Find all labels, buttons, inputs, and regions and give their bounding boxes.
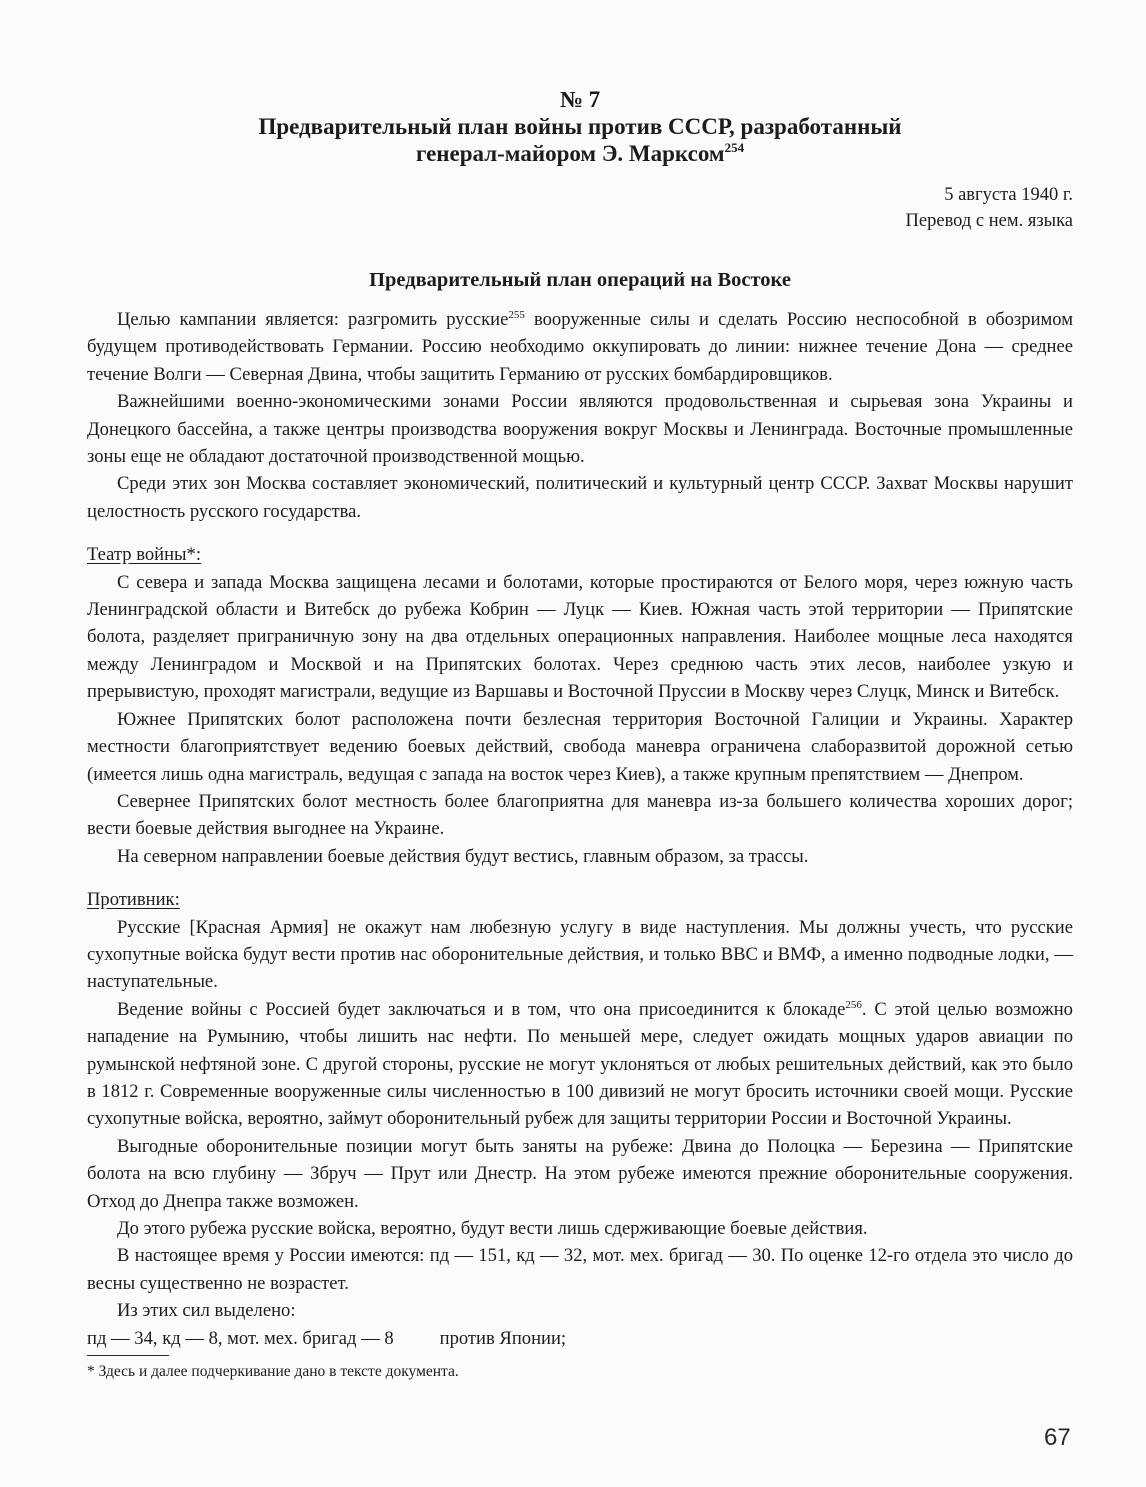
footnote-ref: 254 (724, 140, 745, 155)
document-title (87, 113, 1073, 167)
allocation-forces: пд — 34, кд — 8, мот. мех. бригад — 8 (87, 1327, 394, 1349)
document-title-line1: Предварительный план войны против СССР, разработанный (258, 114, 902, 139)
subheading-theatre-of-war: Театр войны*: (87, 544, 202, 566)
footnote: * Здесь и далее подчеркивание дано в тексте документа. (87, 1363, 459, 1380)
document-date: 5 августа 1940 г. (944, 185, 1073, 205)
document-body (87, 306, 1073, 1352)
force-allocation-line (87, 1325, 1073, 1352)
paragraph: Важнейшими военно-экономическими зонами России являются продовольственная и сырьевая зона Украины и Донецкого бассейна, а также центры производства вооружения вокруг Москвы и Ленинграда. Восточные промышленные зоны еще не обладают достаточной производственной мощью. (87, 391, 1073, 468)
paragraph: Выгодные оборонительные позиции могут быть заняты на рубеже: Двина до Полоцка — Березина — Припятские болота на всю глубину — Збруч — Прут или Днестр. На этом рубеже имеются прежние оборонительные сооружения. Отход до Днепра также возможен. (87, 1135, 1073, 1212)
translation-note: Перевод с нем. языка (905, 211, 1073, 231)
paragraph: С севера и запада Москва защищена лесами и болотами, которые простираются от Белого моря, через южную часть Ленинградской области и Витебск до рубежа Кобрин — Луцк — Киев. Южная часть этой территории — Припятские болота, разделяет приграничную зону на два отдельных операционных направления. Наиболее мощные леса находятся между Ленинградом и Москвой и на Припятских болотах. Через среднюю часть этих лесов, наиболее узкую и прерывистую, проходят магистрали, ведущие из Варшавы и Восточной Пруссии в Москву через Слуцк, Минск и Витебск. (87, 571, 1073, 703)
page-number: 67 (1044, 1424, 1071, 1451)
paragraph: До этого рубежа русские войска, вероятно, будут вести лишь сдерживающие боевые действия. (117, 1218, 868, 1239)
paragraph: Среди этих зон Москва составляет экономический, политический и культурный центр СССР. Захват Москвы нарушит целостность русского государства. (87, 473, 1073, 522)
document-number: № 7 (559, 87, 601, 112)
subheading-enemy: Противник: (87, 889, 180, 911)
document-title-line2: генерал-майором Э. Марксом (415, 141, 725, 166)
paragraph: Севернее Припятских болот местность более благоприятна для маневра из-за большего количества хороших дорог; вести боевые действия выгоднее на Украине. (87, 790, 1073, 840)
section-title: Предварительный план операций на Востоке (369, 269, 791, 291)
paragraph: Из этих сил выделено: (117, 1300, 296, 1322)
paragraph: На северном направлении боевые действия будут вестись, главным образом, за трассы. (117, 845, 809, 867)
footnote-ref: 256 (845, 998, 862, 1011)
footnote-ref: 255 (508, 309, 525, 321)
allocation-target: против Японии; (439, 1327, 567, 1349)
paragraph: В настоящее время у России имеются: пд — 151, кд — 32, мот. мех. бригад — 30. По оценке 12-го отдела это число до весны существенно не возрастет. (87, 1245, 1073, 1294)
paragraph: Русские [Красная Армия] не окажут нам любезную услугу в виде наступления. Мы должны учесть, что русские сухопутные войска будут вести против нас оборонительные действия, и только ВВС и ВМФ, а именно подводные лодки, — наступательные. (87, 916, 1073, 993)
paragraph: Южнее Припятских болот расположена почти безлесная территория Восточной Галиции и Украины. Характер местности благоприятствует ведению боевых действий, свобода маневра ограничена слаборазвитой дорожной сетью (имеется лишь одна магистраль, ведущая с запада на восток через Киев), а также крупным препятствием — Днепром. (87, 708, 1073, 785)
paragraph: Ведение войны с Россией будет заключаться и в том, что она присоединится к блокаде$^{256}$. С этой целью возможно нападение на Румынию, чтобы лишить нас нефти. По меньшей мере, следует ожидать мощных ударов авиации по румынской нефтяной зоне. С другой стороны, русские не могут уклоняться от любых решительных действий, как это было в 1812 г. Современные вооруженные силы численностью в 100 дивизий не могут бросить источники своей мощи. Русские сухопутные войска, вероятно, займут оборонительный рубеж для защиты территории России и Восточной Украины. (87, 998, 1073, 1130)
paragraph: Целью кампании является: разгромить русские$^{255}$ вооруженные силы и сделать Россию неспособной в обозримом будущем противодействовать Германии. Россию необходимо оккупировать до линии: нижнее течение Дона — среднее течение Волги — Северная Двина, чтобы защитить Германию от русских бомбардировщиков. (87, 309, 1073, 385)
footnote-divider (87, 1355, 169, 1356)
